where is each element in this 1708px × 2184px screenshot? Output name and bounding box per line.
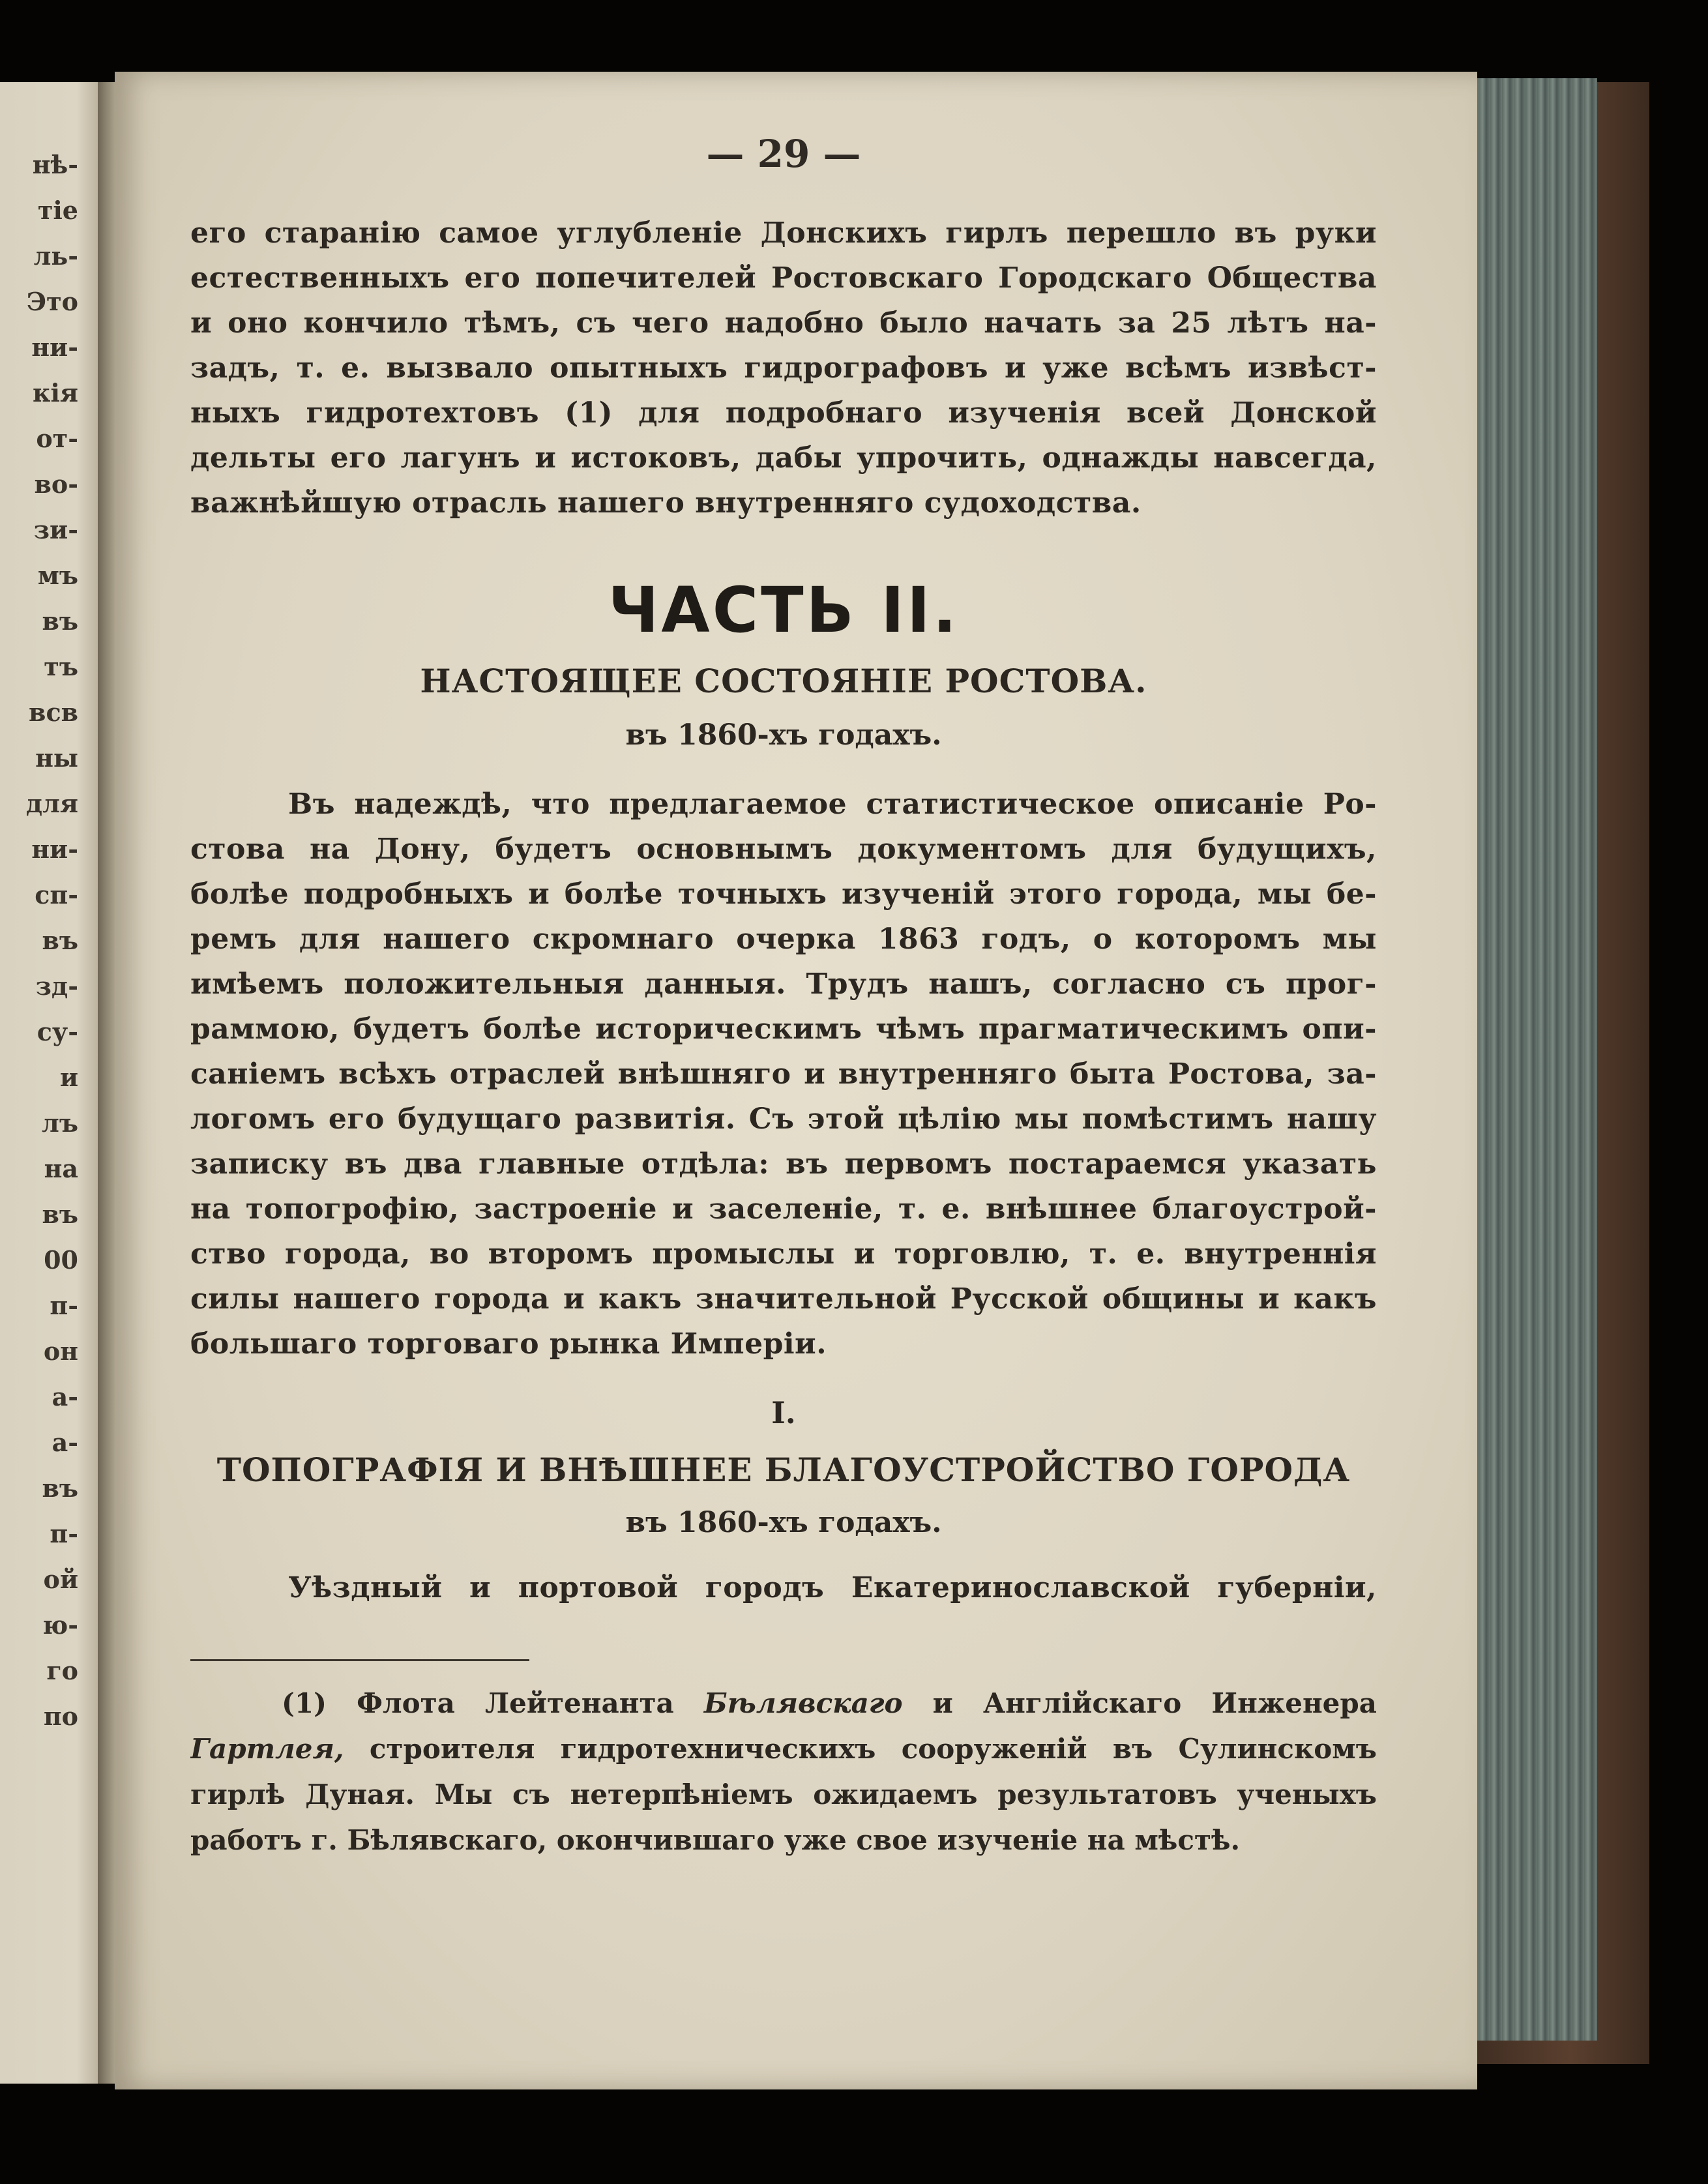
body-line: имѣемъ положительныя данныя. Трудъ нашъ, согласно съ прог- — [190, 967, 1377, 1001]
previous-page-text-fragment: ни- — [31, 834, 78, 864]
previous-page-text-fragment: тіе — [37, 196, 78, 225]
previous-page-text-fragment: он — [43, 1336, 78, 1366]
previous-page-text-fragment: мъ — [37, 561, 78, 590]
footnote-text: (1) Флота Лейтенанта — [282, 1687, 704, 1719]
previous-page-text-fragment: всв — [29, 698, 78, 727]
intro-line: дельты его лагунъ и истоковъ, дабы упрочить, однажды навсегда, — [190, 441, 1377, 475]
body-line: логомъ его будущаго развитія. Съ этой цѣлію мы помѣстимъ нашу — [190, 1102, 1377, 1136]
footnote-name: Гартлея, — [190, 1733, 344, 1765]
body-line: силы нашего города и какъ значительной Русской общины и какъ — [190, 1282, 1377, 1316]
previous-page-text-fragment: для — [25, 789, 78, 818]
previous-page-text-fragment: по — [43, 1702, 78, 1731]
previous-page-text-fragment: ю- — [42, 1610, 78, 1640]
body-line: стова на Дону, будетъ основнымъ документомъ для будущихъ, — [190, 833, 1377, 866]
previous-page-text-fragment: въ — [42, 926, 78, 955]
section-subtitle: въ 1860-хъ годахъ. — [625, 718, 942, 752]
previous-page-text-fragment: го — [46, 1656, 78, 1685]
body-line: Въ надеждѣ, что предлагаемое статистическое описаніе Ро- — [288, 788, 1377, 821]
page-edges — [1467, 78, 1597, 2041]
previous-page-text-fragment: въ — [42, 606, 78, 636]
previous-page-text-fragment: въ — [42, 1200, 78, 1229]
previous-page-text-fragment: 00 — [44, 1245, 78, 1275]
previous-page-text-fragment: кія — [33, 378, 78, 407]
book-page — [115, 72, 1477, 2089]
section-subtitle: въ 1860-хъ годахъ. — [625, 1506, 942, 1539]
body-line: болѣе подробныхъ и болѣе точныхъ изученій этого города, мы бе- — [190, 878, 1377, 911]
previous-page-text-fragment: ны — [35, 743, 78, 773]
intro-line: задъ, т. е. вызвало опытныхъ гидрографовъ и уже всѣмъ извѣст- — [190, 351, 1377, 385]
footnote-line: работъ г. Бѣлявскаго, окончившаго уже свое изученіе на мѣстѣ. — [190, 1824, 1241, 1856]
previous-page-text-fragment: а- — [52, 1428, 78, 1457]
previous-page-text-fragment: въ — [42, 1473, 78, 1503]
intro-line: естественныхъ его попечителей Ростовскаго Городскаго Общества — [190, 261, 1377, 295]
body-line: большаго торговаго рынка Имперіи. — [190, 1327, 827, 1361]
body-line: записку въ два главные отдѣла: въ первомъ постараемся указать — [190, 1147, 1377, 1181]
footnote-rule — [190, 1659, 529, 1661]
body-line: раммою, будетъ болѣе историческимъ чѣмъ прагматическимъ опи- — [190, 1012, 1377, 1046]
intro-line: важнѣйшую отрасль нашего внутренняго судоходства. — [190, 486, 1141, 520]
previous-page-text-fragment: зи- — [33, 515, 78, 544]
previous-page-text-fragment: от- — [36, 424, 78, 453]
previous-page-text-fragment: тъ — [44, 652, 78, 681]
previous-page-text-fragment: ой — [43, 1565, 78, 1594]
previous-page-text-fragment: и — [59, 1063, 78, 1092]
footnote-name: Бѣлявскаго — [703, 1687, 903, 1719]
footnote-line — [190, 1687, 1377, 1719]
body-line: ство города, во второмъ промыслы и торговлю, т. е. внутреннія — [190, 1237, 1377, 1271]
footnote-text: строителя гидротехническихъ сооруженій въ Сулинскомъ — [344, 1733, 1377, 1765]
previous-page-text-fragment: су- — [37, 1017, 78, 1046]
section-number: I. — [771, 1395, 796, 1430]
footnote-text: и Англійскаго Инженера — [902, 1687, 1377, 1719]
footnote-line: гирлѣ Дуная. Мы съ нетерпѣніемъ ожидаемъ результатовъ ученыхъ — [190, 1778, 1377, 1810]
section-title: НАСТОЯЩЕЕ СОСТОЯНІЕ РОСТОВА. — [420, 662, 1147, 700]
previous-page-text-fragment: нѣ- — [32, 150, 78, 179]
part-title: ЧАСТЬ II. — [608, 574, 960, 647]
section-title: ТОПОГРАФІЯ И ВНѢШНЕЕ БЛАГОУСТРОЙСТВО ГОРОДА — [216, 1451, 1351, 1489]
previous-page-edge — [0, 82, 110, 2084]
previous-page-text-fragment: п- — [50, 1291, 78, 1320]
previous-page-text-fragment: ль- — [33, 241, 78, 271]
body-line: на топогрофію, застроеніе и заселеніе, т. е. внѣшнее благоустрой- — [190, 1192, 1377, 1226]
previous-page-text-fragment: во- — [34, 469, 78, 499]
body-line: ремъ для нашего скромнаго очерка 1863 годъ, о которомъ мы — [190, 922, 1377, 956]
previous-page-text-fragment: зд- — [35, 971, 78, 1001]
previous-page-text-fragment: а- — [52, 1382, 78, 1411]
previous-page-text-fragment: сп- — [35, 880, 78, 909]
previous-page-text-fragment: лъ — [42, 1108, 78, 1138]
previous-page-text-fragment: п- — [50, 1519, 78, 1548]
body-line: Уѣздный и портовой городъ Екатеринославской губерніи, — [288, 1571, 1377, 1604]
footnote-line — [190, 1733, 1377, 1765]
previous-page-text-fragment: ни- — [31, 332, 78, 362]
body-line: саніемъ всѣхъ отраслей внѣшняго и внутренняго быта Ростова, за- — [190, 1057, 1377, 1091]
previous-page-text-fragment: Это — [26, 287, 78, 316]
previous-page-text-fragment: на — [44, 1154, 78, 1183]
intro-line: ныхъ гидротехтовъ (1) для подробнаго изученія всей Донской — [190, 396, 1377, 430]
intro-line: его старанію самое углубленіе Донскихъ гирлъ перешло въ руки — [190, 216, 1377, 250]
intro-line: и оно кончило тѣмъ, съ чего надобно было начать за 25 лѣтъ на- — [190, 306, 1377, 340]
page-number: — 29 — — [706, 132, 861, 176]
